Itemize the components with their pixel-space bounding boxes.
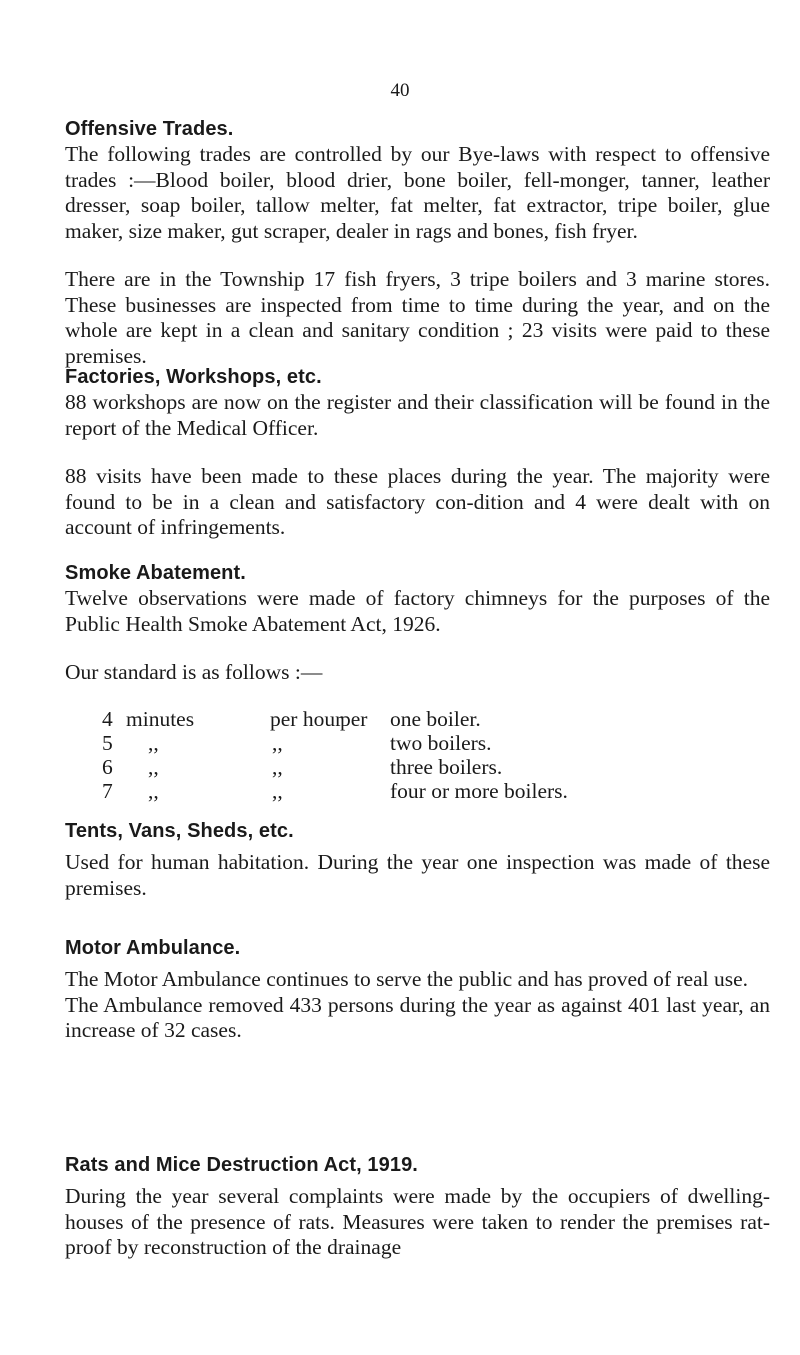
paragraph-tents-habitation: Used for human habitation. During the year one inspection was made of these premises.: [65, 850, 770, 900]
paragraph-offensive-trades-list: The following trades are controlled by our Bye-laws with respect to offensive trades :—Blood boiler, blood drier, bone boiler, fell-monger, tanner, leather dresser, soap boiler, tallow melter, fat melter, fat extractor, tripe boiler, glue maker, size maker, gut scraper, dealer in rags and bones, fish fryer.: [65, 142, 770, 243]
paragraph-factories-visits: 88 visits have been made to these places during the year. The majority were found to be in a clean and satisfactory con-dition and 4 were dealt with on account of infringements.: [65, 464, 770, 539]
standard-row-description: four or more boilers.: [390, 779, 568, 803]
paragraph-smoke-observations: Twelve observations were made of factory chimneys for the purposes of the Public Health Smoke Abatement Act, 1926.: [65, 586, 770, 636]
section-heading-motor-ambulance: Motor Ambulance.: [65, 937, 241, 959]
standard-row-hour-ditto: ,,: [272, 755, 283, 779]
standard-row-minutes: minutes: [126, 707, 195, 731]
section-heading-factories: Factories, Workshops, etc.: [65, 366, 322, 388]
standard-row-description: two boilers.: [390, 731, 492, 755]
section-heading-offensive-trades: Offensive Trades.: [65, 118, 234, 140]
standard-row-minutes-ditto: ,,: [148, 755, 159, 779]
paragraph-rats-complaints: During the year several complaints were made by the occupiers of dwelling-houses of the presence of rats. Measures were taken to render the premises rat-proof by reconstruction of the drainage: [65, 1184, 770, 1259]
standard-row-description: three boilers.: [390, 755, 503, 779]
paragraph-ambulance-removed: The Ambulance removed 433 persons during the year as against 401 last year, an increase of 32 cases.: [65, 992, 770, 1042]
standard-row-hour: per hour: [270, 707, 343, 731]
standard-row-number: 6: [102, 755, 113, 779]
section-heading-smoke-abatement: Smoke Abatement.: [65, 562, 246, 584]
standard-row-per: per: [340, 707, 368, 731]
section-rats-mice: [65, 1152, 770, 1261]
standard-row-hour-ditto: ,,: [272, 731, 283, 755]
paragraph-ambulance-service: The Motor Ambulance continues to serve the public and has proved of real use.: [65, 967, 749, 991]
standard-row-description: one boiler.: [390, 707, 481, 731]
paragraph-smoke-standard-intro: Our standard is as follows :—: [65, 660, 323, 684]
standard-row-number: 5: [102, 731, 113, 755]
section-tents-vans-sheds: [65, 818, 770, 901]
paragraph-factories-register: 88 workshops are now on the register and their classification will be found in the report of the Medical Officer.: [65, 390, 770, 440]
section-smoke-abatement: [65, 560, 770, 686]
standard-row-number: 4: [102, 707, 113, 731]
section-offensive-trades: [65, 116, 770, 369]
standard-row-number: 7: [102, 779, 113, 803]
standard-row-hour-ditto: ,,: [272, 779, 283, 803]
paragraph-offensive-trades-township: There are in the Township 17 fish fryers, 3 tripe boilers and 3 marine stores. These businesses are inspected from time to time during the year, and on the whole are kept in a clean and sanitary condition ; 23 visits were paid to these premises.: [65, 267, 770, 368]
section-heading-tents-vans-sheds: Tents, Vans, Sheds, etc.: [65, 820, 294, 842]
section-factories: [65, 364, 770, 541]
section-heading-rats-mice: Rats and Mice Destruction Act, 1919.: [65, 1154, 418, 1176]
standard-row-minutes-ditto: ,,: [148, 731, 159, 755]
page-number: 40: [390, 80, 410, 101]
standard-row-minutes-ditto: ,,: [148, 779, 159, 803]
section-motor-ambulance: [65, 935, 770, 1044]
